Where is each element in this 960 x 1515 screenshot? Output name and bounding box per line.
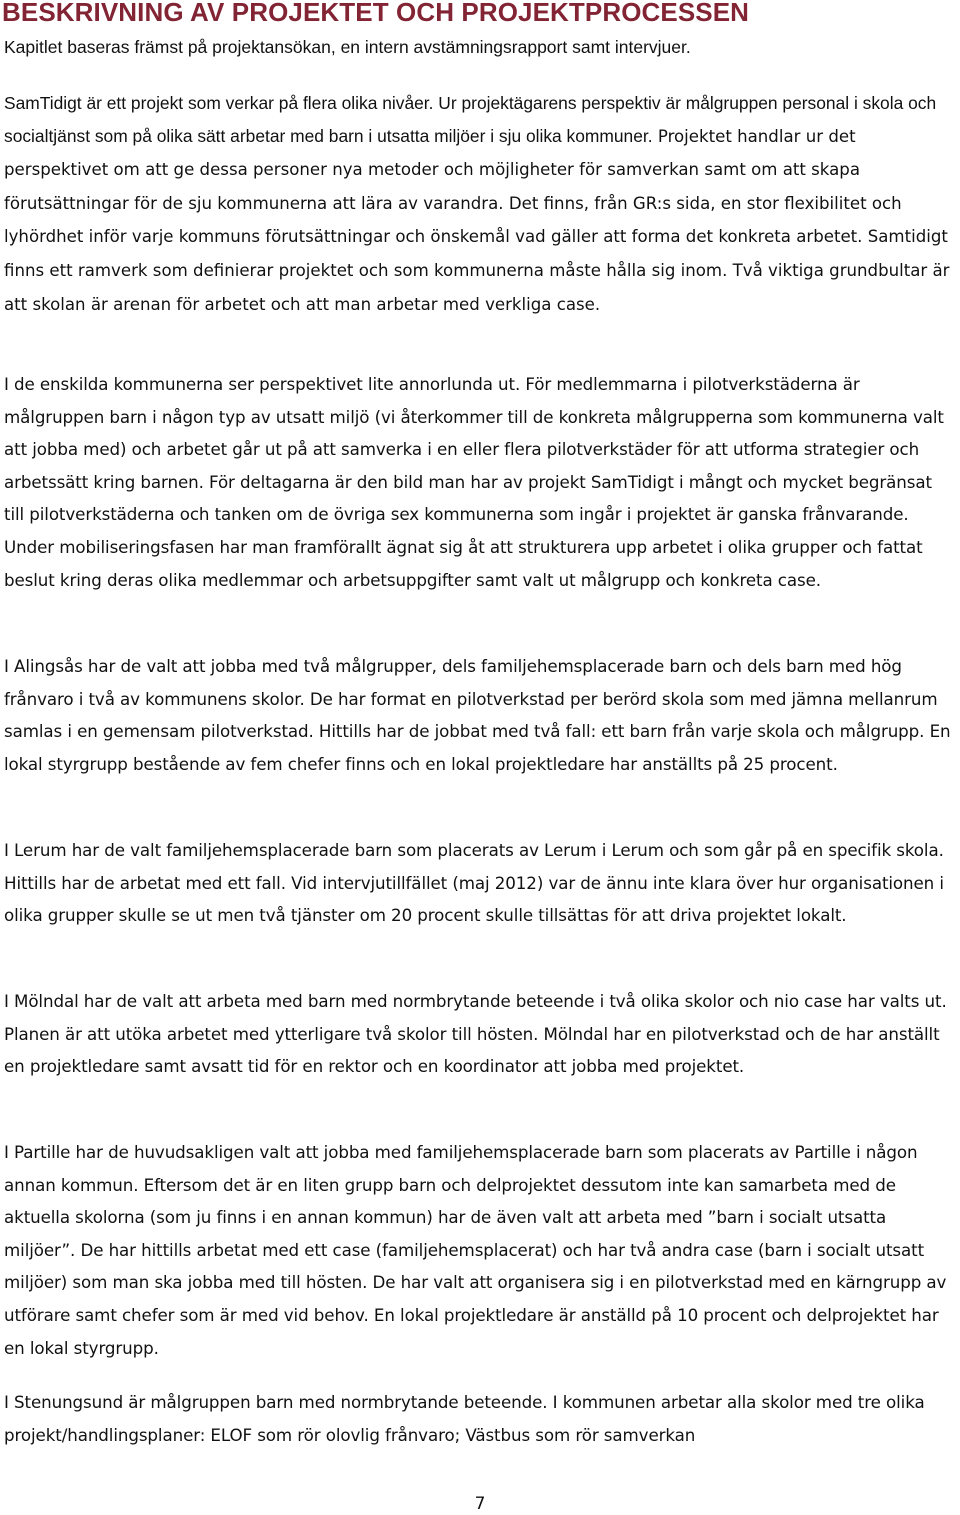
- paragraph-stenungsund: I Stenungsund är målgruppen barn med normbrytande beteende. I kommunen arbetar alla skolor med tre olika projekt/handlingsplaner: ELOF som rör olovlig frånvaro; Västbus som rör samverkan: [4, 1392, 925, 1445]
- paragraph-samtidigt: [4, 87, 956, 321]
- section-heading: BESKRIVNING AV PROJEKTET OCH PROJEKTPROCESSEN: [2, 0, 750, 27]
- intro-paragraph: Kapitlet baseras främst på projektansökan, en intern avstämningsrapport samt intervjuer.: [4, 37, 691, 57]
- paragraph-kommunerna: I de enskilda kommunerna ser perspektivet lite annorlunda ut. För medlemmarna i pilotverkstäderna är målgruppen barn i någon typ av utsatt miljö (vi återkommer till de konkreta målgrupperna som kommunerna valt att jobba med) och arbetet går ut på att samverka i en eller flera pilotverkstäder för att utforma strategier och arbetssätt kring barnen. För deltagarna är den bild man har av projekt SamTidigt i mångt och mycket begränsat till pilotverkstäderna och tanken om de övriga sex kommunerna som ingår i projektet är ganska frånvarande. Under mobiliseringsfasen har man framförallt ägnat sig åt att strukturera upp arbetet i olika grupper och fattat beslut kring deras olika medlemmar och arbetsuppgifter samt valt ut målgrupp och konkreta case.: [4, 374, 944, 590]
- paragraph-samtidigt-part2: Projektet handlar ur det perspektivet om att ge dessa personer nya metoder och möjligheter för samverkan samt om att skapa förutsättningar för de sju kommunerna att lära av varandra. Det finns, från GR:s sida, en stor flexibilitet och lyhördhet inför varje kommuns förutsättningar och önskemål vad gäller att forma det konkreta arbetet. Samtidigt finns ett ramverk som definierar projektet och som kommunerna måste hålla sig inom. Två viktiga grundbultar är att skolan är arenan för arbetet och att man arbetar med verkliga case.: [4, 126, 950, 314]
- paragraph-samtidigt-part1: SamTidigt är ett projekt som verkar på flera olika nivåer. Ur projektägarens perspektiv är målgruppen personal i skola och socialtjänst som på olika sätt arbetar med barn i utsatta miljöer i sju olika kommuner.: [4, 93, 937, 146]
- paragraph-molndal: I Mölndal har de valt att arbeta med barn med normbrytande beteende i två olika skolor och nio case har valts ut. Planen är att utöka arbetet med ytterligare två skolor till hösten. Mölndal har en pilotverkstad och de har anställt en projektledare samt avsatt tid för en rektor och en koordinator att jobba med projektet.: [4, 991, 947, 1077]
- paragraph-partille: I Partille har de huvudsakligen valt att jobba med familjehemsplacerade barn som placerats av Partille i någon annan kommun. Eftersom det är en liten grupp barn och delprojektet dessutom inte kan samarbeta med de aktuella skolorna (som ju finns i en annan kommun) har de även valt att arbeta med ”barn i socialt utsatta miljöer”. De har hittills arbetat med ett case (familjehemsplacerat) och har två andra case (barn i socialt utsatt miljöer) som man ska jobba med till hösten. De har valt att organisera sig i en pilotverkstad med en kärngrupp av utförare samt chefer som är med vid behov. En lokal projektledare är anställd på 10 procent och delprojektet har en lokal styrgrupp.: [4, 1142, 947, 1358]
- paragraph-lerum: I Lerum har de valt familjehemsplacerade barn som placerats av Lerum i Lerum och som går på en specifik skola. Hittills har de arbetat med ett fall. Vid intervjutillfället (maj 2012) var de ännu inte klara över hur organisationen i olika grupper skulle se ut men två tjänster om 20 procent skulle tillsättas för att driva projektet lokalt.: [4, 840, 944, 926]
- page-number: 7: [474, 1494, 486, 1514]
- paragraph-alingsas: I Alingsås har de valt att jobba med två målgrupper, dels familjehemsplacerade barn och dels barn med hög frånvaro i två av kommunens skolor. De har format en pilotverkstad per berörd skola som med jämna mellanrum samlas i en gemensam pilotverkstad. Hittills har de jobbat med två fall: ett barn från varje skola och målgrupp. En lokal styrgrupp bestående av fem chefer finns och en lokal projektledare har anställts på 25 procent.: [4, 656, 951, 774]
